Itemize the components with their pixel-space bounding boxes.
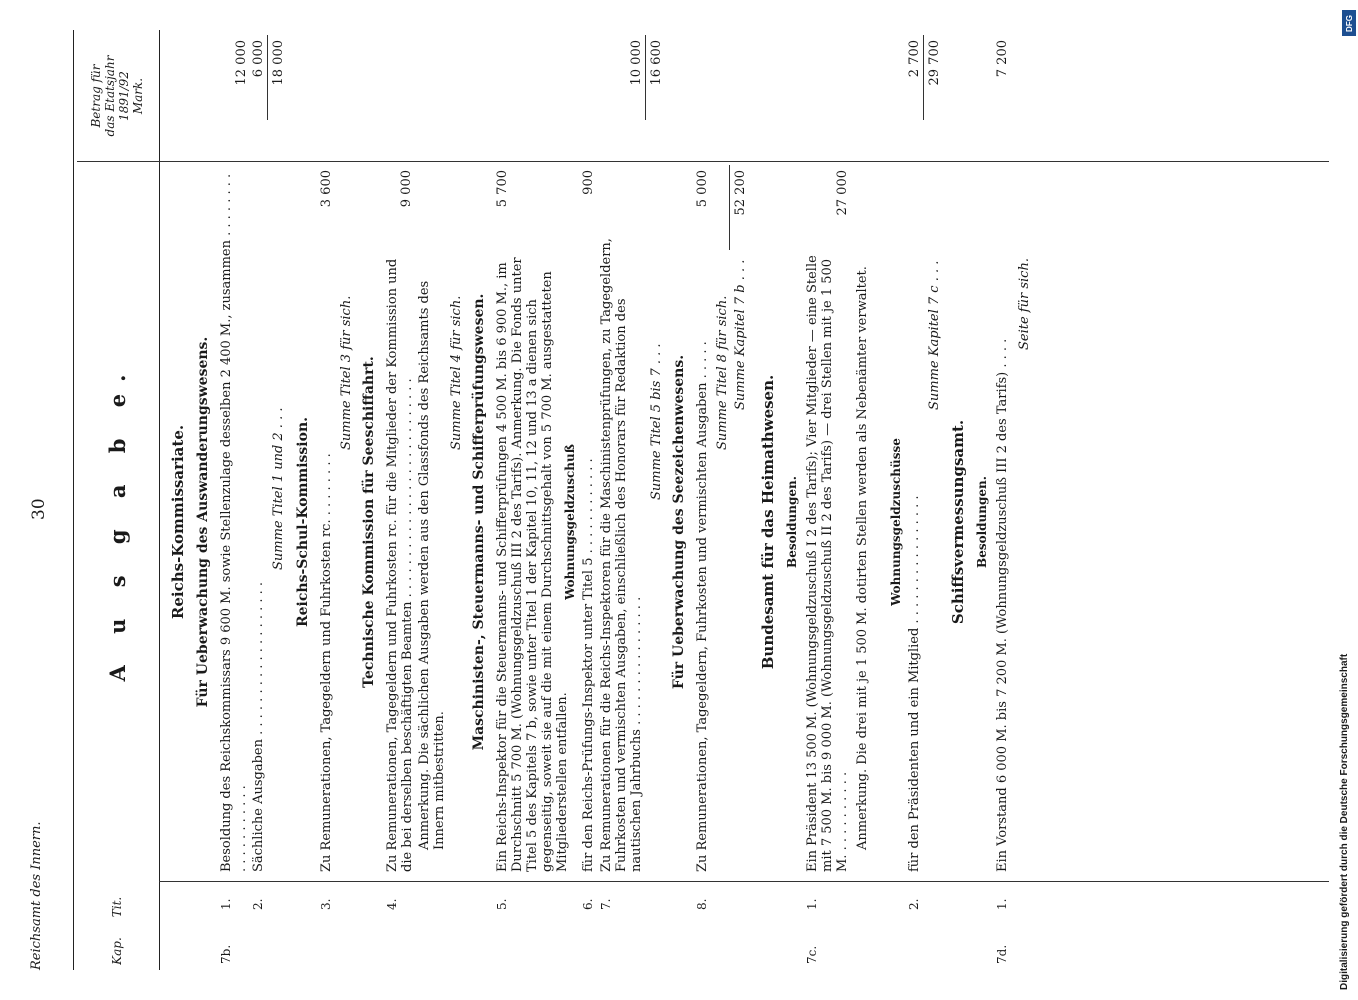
section-seeschiffahrt: Technische Kommission für Seeschiffahrt. <box>361 356 377 688</box>
tit-2-7c: 2. <box>907 898 921 910</box>
amount-7200: 7 200 <box>995 40 1010 78</box>
rotated-document <box>29 30 1329 970</box>
row-reichskommissar: Besoldung des Reichskommissars 9 600 M. sowie Stellenzulage desselben 2 400 M., zusammen . . . . . . . . . . . . . . . . . . . <box>219 173 249 872</box>
sum-kapitel-7c: Summe Kapitel 7 c . . . <box>927 260 942 410</box>
amount-12000: 12 000 <box>234 40 249 86</box>
table-top-rule <box>73 30 74 970</box>
section-schiffsvermessung: Schiffsvermessungsamt. <box>949 419 967 625</box>
header-amount-line2: das Etatsjahr <box>103 55 118 137</box>
tit-3: 3. <box>319 898 333 910</box>
row-pruefungs-inspektor: für den Reichs-Prüfungs-Inspektor unter Titel 5 . . . . . . . . . . . . <box>581 458 596 872</box>
amount-5700: 5 700 <box>495 170 510 208</box>
row-kommission-seeschiffahrt: Zu Remunerationen, Tagegeldern und Fuhrkosten rc. für die Mitglieder der Kommission und die bei derselben beschäftigten Beamten . . . . . . . . . . . . . . . . . . . . . . . . . . . <box>385 258 415 872</box>
page-number: 30 <box>29 498 49 520</box>
tit-column-rule <box>159 881 1329 882</box>
tit-1-7d: 1. <box>995 898 1009 910</box>
sum-kapitel-7b: Summe Kapitel 7 b . . . <box>733 259 748 410</box>
header-amount <box>77 30 159 162</box>
row-vorstand: Ein Vorstand 6 000 M. bis 7 200 M. (Wohnungsgeldzuschuß III 2 des Tarifs) . . . . <box>995 338 1010 872</box>
header-tit: Tit. <box>110 896 125 918</box>
amount-52200: 52 200 <box>733 170 748 216</box>
running-head: Reichsamt des Innern. <box>29 821 44 970</box>
sum-titel-4: Summe Titel 4 für sich. <box>449 295 464 450</box>
amount-3600: 3 600 <box>319 170 334 208</box>
section-heimathwesen: Bundesamt für das Heimathwesen. <box>759 374 777 670</box>
sum-titel-1-2: Summe Titel 1 und 2 . . . <box>271 407 286 570</box>
header-amount-line1: Betrag für <box>89 64 104 128</box>
row-maschinistenpruefungen: Zu Remunerationen für die Reichs-Inspektoren für die Maschinistenprüfungen, zu Tagegeldern, Fuhrkosten und vermischten Ausgaben, einschließlich des Honorars für Redaktion des nautischen Jahrbuchs . . . . . . . . . . . . . . . . <box>599 238 644 872</box>
section-besoldungen-2: Besoldungen. <box>975 476 989 568</box>
section-maschinisten: Maschinisten-, Steuermanns- und Schifferprüfungswesen. <box>471 293 487 751</box>
sum-titel-3: Summe Titel 3 für sich. <box>339 295 354 450</box>
dfg-logo-text: DFG <box>1344 14 1354 32</box>
amount-9000: 9 000 <box>399 170 414 208</box>
section-reichskommissariate: Reichs-Kommissariate. <box>169 424 187 620</box>
amount-10000: 10 000 <box>629 40 644 86</box>
row-seezeichen: Zu Remunerationen, Tagegeldern, Fuhrkosten und vermischten Ausgaben . . . . . <box>695 341 710 872</box>
sum-rule-2 <box>645 35 646 120</box>
tit-7: 7. <box>599 898 613 910</box>
row-reichs-inspektor: Ein Reichs-Inspektor für die Steuermanns- und Schifferprüfungen 4 500 M. bis 6 900 M., im Durchschnitt 5 700 M. (Wohnungsgeldzuschuß III 2 des Tarifs). Anmerkung. Die Fonds unter Titel 5 des Kapitels 7 b, sowie unter Titel 1 der Kapitel 10, 11, 12 und 13 a dienen sich gegenseitig, soweit sie auf die mit einem Durchschnittsgehalt von 5 700 M. ausgestatteten Mitgliederstellen entfallen. <box>495 257 570 872</box>
tit-4: 4. <box>385 898 399 910</box>
tit-1: 1. <box>219 898 233 910</box>
amount-16600: 16 600 <box>649 40 664 86</box>
section-schulkommission: Reichs-Schul-Kommission. <box>295 417 311 627</box>
note-saechliche-ausgaben: Anmerkung. Die sächlichen Ausgaben werden aus den Glassfonds des Reichsamts des Innern mitbestritten. <box>417 280 447 850</box>
amount-2700: 2 700 <box>907 40 922 78</box>
tit-1-7c: 1. <box>805 898 819 910</box>
kap-7d: 7d. <box>995 944 1009 964</box>
sum-titel-8: Summe Titel 8 für sich. <box>715 295 730 450</box>
amount-18000: 18 000 <box>271 40 286 86</box>
row-praesident-mitglied: für den Präsidenten und ein Mitglied . . . . . . . . . . . . . . . . <box>907 495 922 872</box>
sum-titel-5-7: Summe Titel 5 bis 7 . . . <box>649 343 664 500</box>
tit-6: 6. <box>581 898 595 910</box>
kap-7c: 7c. <box>805 945 819 964</box>
amount-5000: 5 000 <box>695 170 710 208</box>
section-besoldungen: Besoldungen. <box>785 476 799 568</box>
row-praesident: Ein Präsident 13 500 M. (Wohnungsgeldzuschuß I 2 des Tarifs); Vier Mitglieder — eine Stelle mit 7 500 M. bis 9 000 M. (Wohnungsgeldzuschuß II 2 des Tarifs) — drei Stellen mit je 1 500 M. . . . . . . . . . . <box>805 255 850 872</box>
amount-column-rule <box>77 161 1329 162</box>
header-kap: Kap. <box>110 937 125 965</box>
header-amount-line4: Mark. <box>130 77 145 115</box>
digitization-credit <box>1333 10 1355 990</box>
section-seezeichen: Für Ueberwachung des Seezeichenwesens. <box>671 354 687 690</box>
sum-rule-3 <box>729 165 730 250</box>
amount-29700: 29 700 <box>927 40 942 86</box>
section-wohnungsgeld: Wohnungsgeldzuschuß <box>563 444 577 600</box>
credit-text: Digitalisierung gefördert durch die Deutsche Forschungsgemeinschaft <box>1339 653 1350 990</box>
section-auswanderung: Für Ueberwachung des Auswanderungswesens. <box>195 336 211 708</box>
tit-5: 5. <box>495 898 509 910</box>
tit-2: 2. <box>251 898 265 910</box>
row-saechliche: Sächliche Ausgaben . . . . . . . . . . . . . . . . . . . <box>251 581 266 872</box>
amount-900: 900 <box>581 170 596 195</box>
table-header <box>77 30 159 970</box>
note-nebenaemter: Anmerkung. Die drei mit je 1 500 M. dotirten Stellen werden als Nebenämter verwaltet. <box>855 266 870 850</box>
tit-8: 8. <box>695 898 709 910</box>
header-amount-line3: 1891/92 <box>117 71 131 121</box>
sum-seite: Seite für sich. <box>1017 258 1032 350</box>
kap-7b: 7b. <box>219 944 233 964</box>
amount-27000: 27 000 <box>835 170 850 216</box>
amount-6000: 6 000 <box>251 40 266 78</box>
table-header-rule <box>159 30 160 970</box>
header-main: A u s g a b e. <box>104 362 130 682</box>
section-wohnungsgeld-2: Wohnungsgeldzuschüsse <box>889 438 903 606</box>
sum-rule-4 <box>923 35 924 120</box>
row-remunerationen-3: Zu Remunerationen, Tagegeldern und Fuhrkosten rc. . . . . . . . . <box>319 453 334 872</box>
sum-rule-1 <box>267 35 268 120</box>
